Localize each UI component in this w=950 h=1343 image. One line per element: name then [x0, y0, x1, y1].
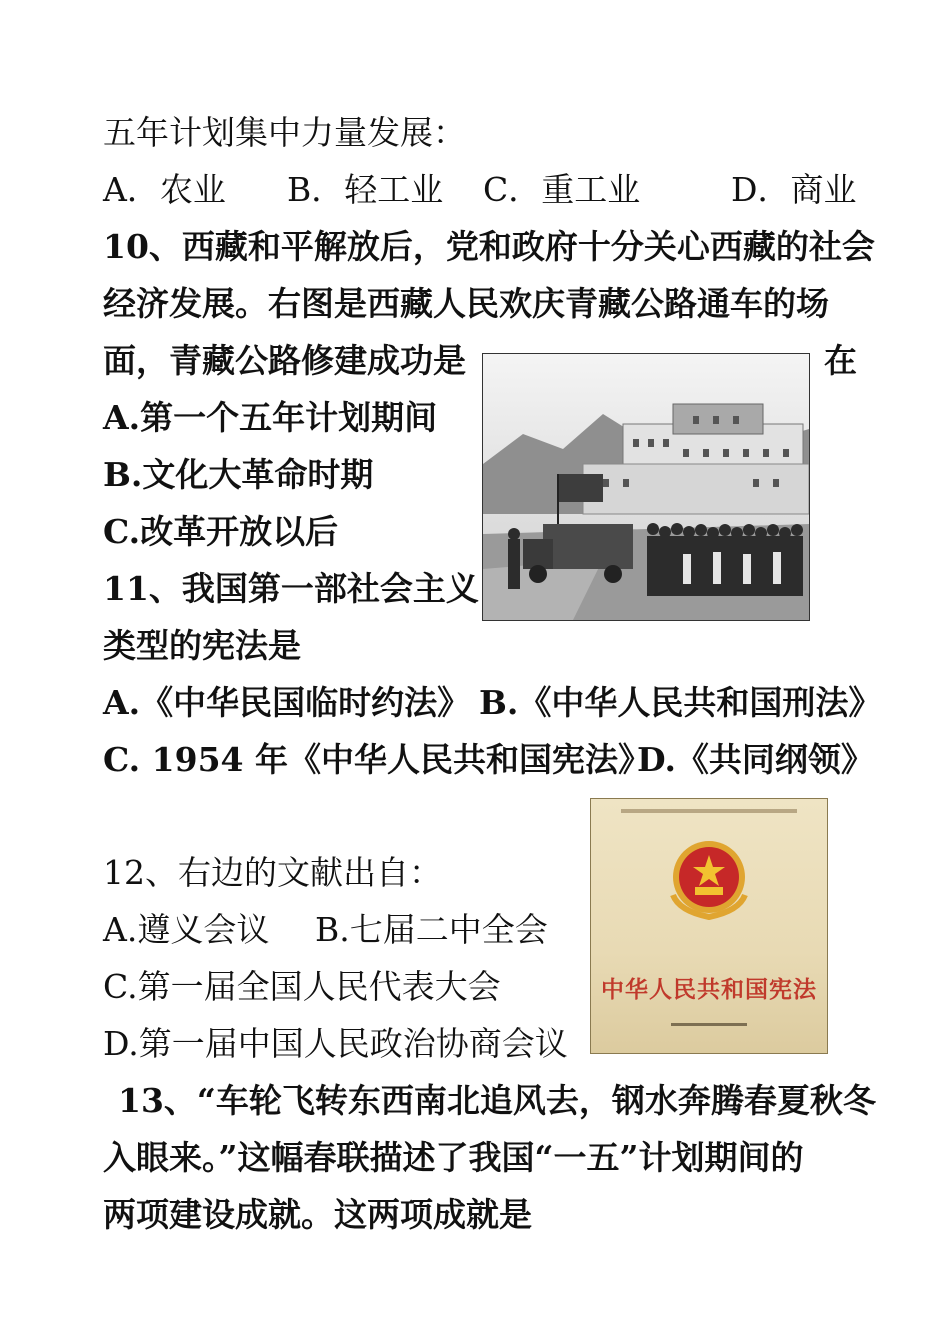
q11-option-a: A.《中华民国临时约法》: [103, 683, 471, 722]
q9-stem-tail: 五年计划集中力量发展：: [103, 113, 466, 152]
q12-option-c: C.第一届全国人民代表大会: [103, 967, 501, 1006]
photo-illustration: [483, 354, 809, 620]
q11-option-c: C. 1954 年《中华人民共和国宪法》: [103, 740, 651, 779]
q13-stem-line2: 入眼来。”这幅春联描述了我国“一五”计划期间的: [103, 1138, 804, 1177]
q10-option-a: A.第一个五年计划期间: [103, 398, 438, 437]
q12-option-d: D.第一届中国人民政治协商会议: [103, 1024, 568, 1063]
q13-stem-line3: 两项建设成就。这两项成就是: [103, 1195, 532, 1234]
q13-stem-line1: 13、“车轮飞转东西南北追风去，钢水奔腾春夏秋冬: [118, 1081, 876, 1120]
q11-stem-line2: 类型的宪法是: [103, 626, 301, 665]
constitution-cover-title: 中华人民共和国宪法: [601, 976, 817, 1003]
q12-option-a: A.遵义会议: [103, 910, 270, 949]
qinghai-tibet-road-photo: [482, 353, 810, 621]
q11-option-d: D.《共同纲领》: [637, 740, 874, 779]
q12-stem: 12、右边的文献出自：: [103, 853, 442, 892]
q10-stem-line3: 面，青藏公路修建成功是: [103, 341, 466, 380]
q10-stem-line2: 经济发展。右图是西藏人民欢庆青藏公路通车的场: [103, 284, 829, 323]
q9-option-a: A．农业: [103, 170, 226, 209]
q9-option-c: C．重工业: [483, 170, 641, 209]
q11-stem-line1: 11、我国第一部社会主义: [103, 569, 479, 608]
q10-stem-line1: 10、西藏和平解放后，党和政府十分关心西藏的社会: [103, 227, 875, 266]
q9-option-b: B．轻工业: [287, 170, 444, 209]
q11-option-b: B.《中华人民共和国刑法》: [479, 683, 882, 722]
q9-option-d: D．商业: [731, 170, 857, 209]
constitution-cover-image: [590, 798, 828, 1054]
q12-option-b: B.七届二中全会: [315, 910, 548, 949]
constitution-cover-art: [591, 799, 827, 1053]
q10-option-c: C.改革开放以后: [103, 512, 339, 551]
q10-option-b: B.文化大革命时期: [103, 455, 374, 494]
q10-stem-line3-end: 在: [824, 341, 857, 380]
